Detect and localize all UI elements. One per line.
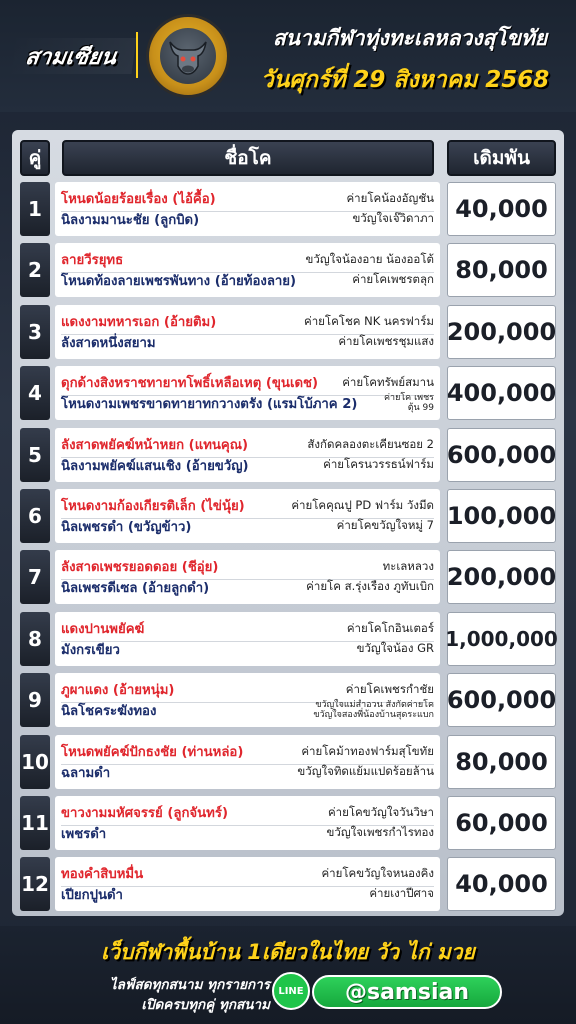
bet-amount: 60,000 — [447, 796, 556, 850]
bull-face — [160, 28, 216, 84]
blue-corner — [61, 267, 434, 293]
blue-camp: ค่ายโค เพชรตุ้น 99 — [384, 393, 435, 413]
bet-amount: 600,000 — [447, 428, 556, 482]
red-bull-name: โหนดงามก้องเกียรติเล็ก (ไข่นุ้ย) — [61, 499, 245, 514]
blue-corner — [61, 329, 434, 355]
blue-camp: ค่ายโคขวัญใจหมู่ 7 — [336, 518, 434, 532]
bet-amount: 200,000 — [447, 550, 556, 604]
blue-camp: ค่ายเงาปีศาจ — [369, 886, 434, 900]
red-camp: ขวัญใจน้องอาย น้องออโต้ — [305, 251, 434, 266]
bet-amount: 400,000 — [447, 366, 556, 420]
red-bull-name: ขาวงามมหัศจรรย์ (ลูกจันทร์) — [61, 806, 228, 821]
red-bull-name: ลังสาดพยัคฆ์หน้าหยก (แทนคุณ) — [61, 438, 248, 453]
bet-amount: 100,000 — [447, 489, 556, 543]
row-number: 11 — [20, 796, 50, 850]
matchup — [55, 305, 440, 359]
row-number: 6 — [20, 489, 50, 543]
red-camp: ค่ายโคเพชรกำชัย — [345, 681, 434, 696]
footer-subtitle-1: ไลฟ์สดทุกสนาม ทุกรายการ — [109, 977, 270, 993]
matchup — [55, 796, 440, 850]
blue-bull-name: เพชรดำ — [61, 826, 107, 842]
blue-bull-name: มังกรเขียว — [61, 642, 120, 658]
bet-amount: 40,000 — [447, 182, 556, 236]
row-number: 10 — [20, 735, 50, 789]
red-camp: ค่ายโคคุณปู PD ฟาร์ม วังมีด — [291, 497, 434, 512]
red-bull-name: ดุกด้างสิงหราชทายาทโพธิ์เหลือเหตุ (ขุนเดช) — [61, 376, 318, 391]
row-number: 12 — [20, 857, 50, 911]
blue-corner — [61, 513, 434, 539]
blue-corner — [61, 820, 434, 846]
row-number: 4 — [20, 366, 50, 420]
blue-camp: ขวัญใจน้อง GR — [356, 641, 434, 655]
red-bull-name: ลายวีรยุทธ — [61, 253, 124, 268]
bet-amount: 80,000 — [447, 243, 556, 297]
red-camp: ทะเลหลวง — [382, 558, 434, 573]
line-id-button[interactable]: @samsian — [312, 975, 502, 1009]
blue-camp: ค่ายโคเพชรชุมแสง — [338, 334, 434, 348]
red-bull-name: ลังสาดเพชรยอดดอย (ชีอุ่ย) — [61, 560, 219, 575]
matchup — [55, 673, 440, 727]
red-camp: ค่ายโคทรัพย์สมาน — [342, 374, 434, 389]
blue-camp: ขวัญใจเจ๊วิดาภา — [352, 211, 434, 225]
footer-slogan: เว็บกีฬาพื้นบ้าน 1เดียวในไทย วัว ไก่ มวย — [101, 940, 475, 964]
blue-corner — [61, 881, 434, 907]
bet-amount: 200,000 — [447, 305, 556, 359]
row-number: 3 — [20, 305, 50, 359]
row-number: 5 — [20, 428, 50, 482]
event-date: วันศุกร์ที่ 29 สิงหาคม 2568 — [260, 67, 550, 93]
red-bull-name: โหนดน้อยร้อยเรื่อง (ไอ้คื้อ) — [61, 192, 216, 207]
matchup — [55, 612, 440, 666]
red-camp: ค่ายโคน้องอัญชัน — [346, 190, 434, 205]
red-camp: ค่ายโคโกอินเตอร์ — [346, 620, 434, 635]
matchup — [55, 182, 440, 236]
matchup — [55, 550, 440, 604]
blue-camp: ขวัญใจเพชรกำไรทอง — [326, 825, 434, 839]
red-bull-name: ภูผาแดง (อ้ายหนุ่ม) — [61, 683, 175, 698]
red-bull-name: โหนดพยัคฆ์ปักธงชัย (ท่านหล่อ) — [61, 745, 244, 760]
row-number: 7 — [20, 550, 50, 604]
blue-corner — [61, 574, 434, 600]
matchup — [55, 857, 440, 911]
blue-bull-name: โหนดท้องลายเพชรพันทาง (อ้ายท้องลาย) — [61, 273, 297, 289]
blue-bull-name: ลังสาดหนึ่งสยาม — [61, 335, 156, 351]
column-header-bet: เดิมพัน — [447, 140, 556, 176]
row-number: 8 — [20, 612, 50, 666]
bull-icon — [146, 14, 230, 98]
blue-camp: ค่ายโค ส.รุ่งเรือง ภูทับเบิก — [306, 579, 434, 593]
blue-camp: ขวัญใจทิดแย้มแปดร้อยล้าน — [297, 764, 434, 778]
blue-corner — [61, 697, 434, 723]
matchup — [55, 243, 440, 297]
matchup — [55, 489, 440, 543]
blue-corner — [61, 636, 434, 662]
blue-bull-name: นิลเพชรดีเซล (อ้ายลูกดำ) — [61, 580, 210, 596]
red-camp: ค่ายโคม้าทองฟาร์มสุโขทัย — [301, 743, 434, 758]
red-camp: ค่ายโคโชค NK นครฟาร์ม — [304, 313, 434, 328]
row-number: 9 — [20, 673, 50, 727]
blue-camp: ค่ายโครนวรรธน์ฟาร์ม — [323, 457, 434, 471]
brand-logo: สามเซียน — [5, 38, 136, 74]
bet-amount: 1,000,000 — [447, 612, 556, 666]
blue-bull-name: นิลงามมานะชัย (ลูกบิด) — [61, 212, 200, 228]
brand-divider — [136, 32, 138, 78]
red-bull-name: ทองคำสิบหมื่น — [61, 867, 144, 882]
bet-amount: 600,000 — [447, 673, 556, 727]
blue-camp: ค่ายโคเพชรตลุก — [352, 272, 434, 286]
blue-bull-name: ฉลามดำ — [61, 765, 111, 781]
blue-bull-name: นิลงามพยัคฆ์แสนเชิง (อ้ายขวัญ) — [61, 458, 249, 474]
row-number: 1 — [20, 182, 50, 236]
blue-bull-name: เปียกปูนดำ — [61, 887, 123, 903]
column-header-name: ชื่อโค — [62, 140, 434, 176]
red-bull-name: แดงปานพยัคฆ์ — [61, 622, 145, 637]
blue-corner — [61, 452, 434, 478]
red-camp: ค่ายโคขวัญใจวันวิษา — [327, 804, 434, 819]
blue-corner — [61, 206, 434, 232]
column-header-num: คู่ — [20, 140, 50, 176]
red-bull-name: แดงงามทหารเอก (อ้ายติม) — [61, 315, 217, 330]
bet-amount: 40,000 — [447, 857, 556, 911]
red-camp: สังกัดคลองตะเคียนซอย 2 — [307, 436, 434, 451]
page-title: สนามกีฬาทุ่งทะเลหลวงสุโขทัย — [272, 26, 548, 50]
matchup — [55, 366, 440, 420]
blue-bull-name: นิลเพชรดำ (ขวัญข้าว) — [61, 519, 192, 535]
blue-corner — [61, 390, 434, 416]
blue-bull-name: นิลโชคระฆังทอง — [61, 703, 157, 719]
matchup — [55, 428, 440, 482]
red-camp: ค่ายโคขวัญใจหนองคิง — [321, 865, 434, 880]
blue-camp: ขวัญใจแม่สำอวน สังกัดค่ายโค ขวัญใจสองพี่น้องบ้านสุดระแบก — [313, 700, 434, 720]
line-icon[interactable]: LINE — [272, 972, 310, 1010]
row-number: 2 — [20, 243, 50, 297]
matchup — [55, 735, 440, 789]
blue-bull-name: โหนดงามเพชรขาดทายาทกวางตรัง (แรมโบ้ภาค 2) — [61, 396, 358, 412]
footer-subtitle-2: เปิดครบทุกคู่ ทุกสนาม — [141, 997, 270, 1013]
blue-corner — [61, 759, 434, 785]
bet-amount: 80,000 — [447, 735, 556, 789]
